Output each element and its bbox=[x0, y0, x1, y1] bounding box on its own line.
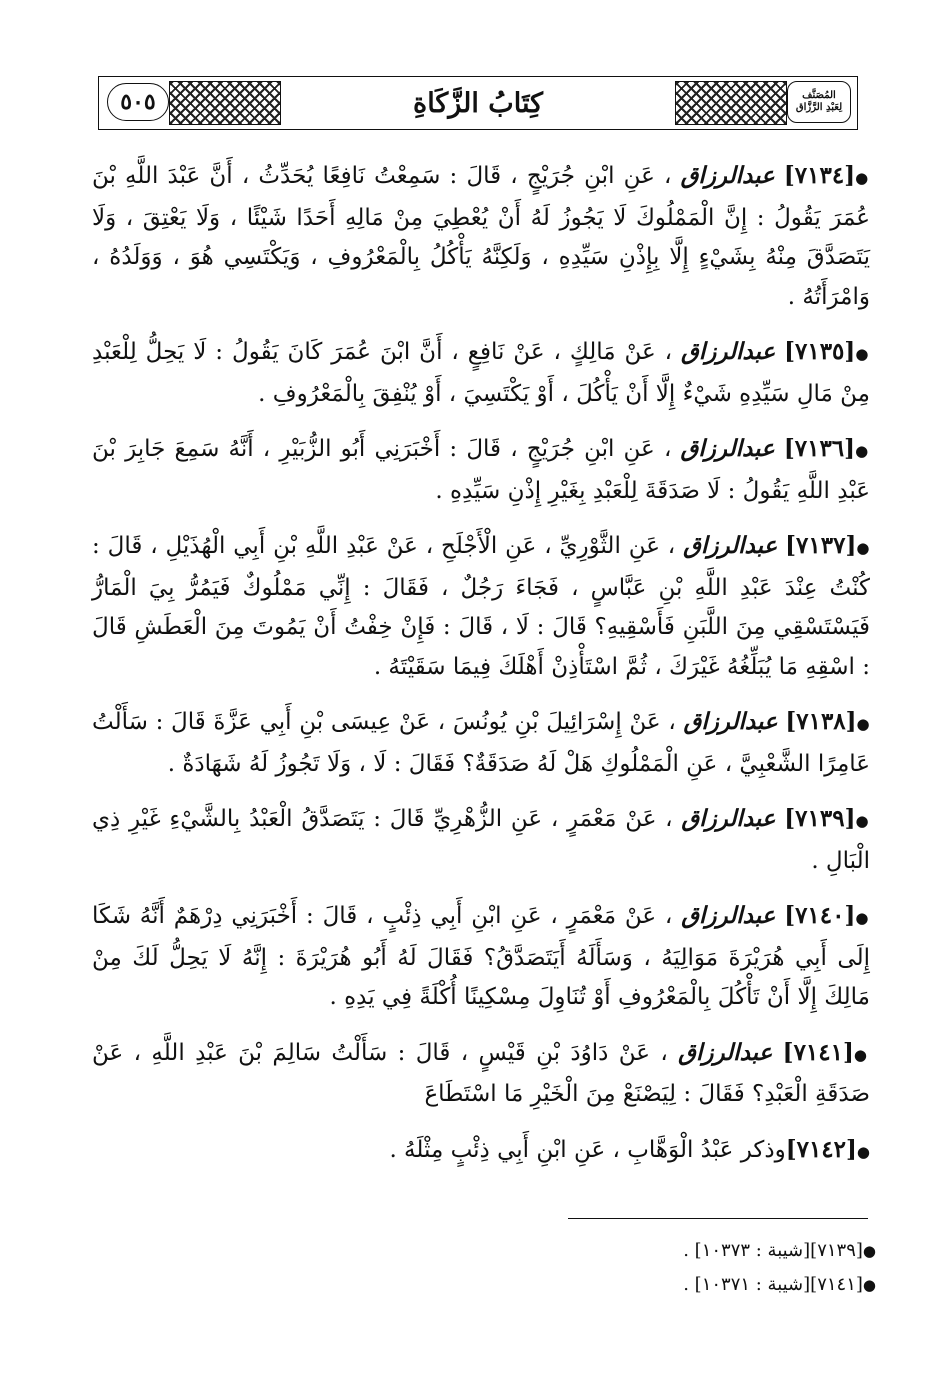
page-number: ٥٠٥ bbox=[107, 83, 169, 121]
hadith-author: عبدالرزاق bbox=[680, 162, 775, 189]
hadith-entry bbox=[92, 1033, 870, 1115]
hadith-author: عبدالرزاق bbox=[681, 338, 776, 365]
hadith-text: ، عَنْ مَالِكٍ ، عَنْ نَافِعٍ ، أَنَّ ابْنَ عُمَرَ كَانَ يَقُولُ : لَا يَحِلُّ لِلْعَبْدِ مِنْ مَالِ سَيِّدِهِ شَيْءٌ إِلَّا أَنْ يَأْكُلَ ، أَوْ يَكْتَسِيَ ، أَوْ يُنْفِقَ بِالْمَعْرُوفِ . bbox=[92, 339, 870, 407]
hadith-entry bbox=[92, 1130, 870, 1173]
bullet: ● bbox=[855, 169, 871, 187]
footnotes bbox=[560, 1234, 876, 1302]
footnote-number: [٧١٣٩] bbox=[810, 1240, 863, 1261]
hadith-number: [٧١٤٠] bbox=[784, 902, 856, 929]
hadith-entry bbox=[92, 156, 870, 317]
hadith-text: ، عَنِ ابْنِ جُرَيْجٍ ، قَالَ : أَخْبَرَنِي أَبُو الزُّبَيْرِ ، أَنَّهُ سَمِعَ جَابِرَ بْنَ عَبْدِ اللَّهِ يَقُولُ : لَا صَدَقَةَ لِلْعَبْدِ بِغَيْرِ إِذْنِ سَيِّدِهِ . bbox=[92, 436, 870, 504]
hadith-number: [٧١٤٢] bbox=[785, 1135, 857, 1163]
main-text bbox=[92, 156, 870, 1187]
footnote bbox=[560, 1234, 876, 1268]
hadith-author: عبدالرزاق bbox=[678, 1038, 773, 1066]
logo-line-1: المُصَنَّف bbox=[802, 90, 836, 101]
hadith-text: ، عَنْ مَعْمَرٍ ، عَنِ الزُّهْرِيِّ قَالَ : يَتَصَدَّقُ الْعَبْدُ بِالشَّيْءِ غَيْرِ ذِي الْبَالِ . bbox=[92, 806, 870, 874]
bullet: ● bbox=[862, 1276, 876, 1294]
hadith-entry bbox=[92, 332, 870, 414]
bullet: ● bbox=[856, 539, 871, 557]
book-logo bbox=[787, 81, 851, 123]
hadith-entry bbox=[92, 799, 870, 881]
bullet: ● bbox=[856, 1142, 870, 1161]
bullet: ● bbox=[862, 1242, 876, 1260]
footnote-number: [٧١٤١] bbox=[810, 1274, 863, 1295]
hadith-number: [٧١٣٧] bbox=[785, 532, 857, 559]
hadith-author: عبدالرزاق bbox=[681, 902, 776, 929]
hadith-text: ، عَنْ إِسْرَائِيلَ بْنِ يُونُسَ ، عَنْ عِيسَى بْنِ أَبِي عَزَّةَ قَالَ : سَأَلْتُ عَامِرًا الشَّعْبِيَّ ، عَنِ الْمَمْلُوكِ هَلْ لَهُ صَدَقَةٌ؟ فَقَالَ : لَا ، وَلَا تَجُوزُ لَهُ شَهَادَةٌ . bbox=[92, 709, 870, 777]
hadith-entry bbox=[92, 429, 870, 511]
book-title: كِتَابُ الزَّكَاةِ bbox=[413, 87, 543, 119]
footnote-text: [شيبة : ١٠٣٧١] . bbox=[683, 1274, 811, 1295]
hadith-author: عبدالرزاق bbox=[683, 708, 778, 735]
bullet: ● bbox=[855, 909, 870, 927]
hadith-entry bbox=[92, 526, 870, 687]
hadith-text: ، عَنِ ابْنِ جُرَيْجٍ ، قَالَ : سَمِعْتُ نَافِعًا يُحَدِّثُ ، أَنَّ عَبْدَ اللَّهِ بْنَ عُمَرَ يَقُولُ : إِنَّ الْمَمْلُوكَ لَا يَجُوزُ لَهُ أَنْ يُعْطِيَ مِنْ مَالِهِ أَحَدًا شَيْئًا ، وَلَا يَعْتِقَ ، وَلَا يَتَصَدَّقَ مِنْهُ بِشَيْءٍ إِلَّا بِإِذْنِ سَيِّدِهِ ، وَلَكِنَّهُ يَأْكُلُ بِالْمَعْرُوفِ ، وَيَكْتَسِي هُوَ ، وَوَلَدُهُ ، وَامْرَأَتُهُ . bbox=[92, 163, 870, 310]
hadith-author: عبدالرزاق bbox=[681, 805, 776, 832]
footnote-text: [شيبة : ١٠٣٧٣] . bbox=[683, 1240, 811, 1261]
hadith-text: ، عَنِ الثَّوْرِيِّ ، عَنِ الْأَجْلَحِ ، عَنْ عَبْدِ اللَّهِ بْنِ أَبِي الْهُذَيْلِ ، قَالَ : كُنْتُ عِنْدَ عَبْدِ اللَّهِ بْنِ عَبَّاسٍ ، فَجَاءَ رَجُلٌ ، فَقَالَ : إِنِّي مَمْلُوكٌ فَيَمُرُّ بِيَ الْمَارُّ فَيَسْتَسْقِي مِنَ اللَّبَنِ فَأَسْقِيهِ؟ قَالَ : لَا ، قَالَ : فَإِنْ خِفْتُ أَنْ يَمُوتَ مِنَ الْعَطَشِ قَالَ : اسْقِهِ مَا يُبَلِّغُهُ غَيْرَكَ ، ثُمَّ اسْتَأْذِنْ أَهْلَكَ فِيمَا سَقَيْتَهُ . bbox=[92, 533, 870, 680]
hadith-entry bbox=[92, 702, 870, 784]
footnote-divider bbox=[568, 1218, 868, 1219]
hadith-number: [٧١٣٦] bbox=[783, 435, 856, 462]
page-header bbox=[98, 76, 858, 130]
ornament-right bbox=[675, 81, 787, 125]
hadith-text: وذكر عَبْدُ الْوَهَّابِ ، عَنِ ابْنِ أَبِي ذِئْبٍ مِثْلَهُ . bbox=[389, 1136, 786, 1163]
hadith-text: ، عَنْ دَاوُدَ بْنِ قَيْسٍ ، قَالَ : سَأَلْتُ سَالِمَ بْنَ عَبْدِ اللَّهِ ، عَنْ صَدَقَةِ الْعَبْدِ؟ فَقَالَ : لِيَصْنَعْ مِنَ الْخَيْرِ مَا اسْتَطَاعَ bbox=[92, 1039, 870, 1107]
bullet: ● bbox=[853, 1045, 871, 1064]
bullet: ● bbox=[855, 345, 871, 363]
hadith-number: [٧١٣٤] bbox=[783, 162, 856, 189]
hadith-author: عبدالرزاق bbox=[683, 532, 778, 559]
bullet: ● bbox=[856, 715, 871, 733]
hadith-text: ، عَنْ مَعْمَرٍ ، عَنِ ابْنِ أَبِي ذِئْبٍ ، قَالَ : أَخْبَرَنِي دِرْهَمٌ أَنَّهُ شَكَا إِلَى أَبِي هُرَيْرَةَ مَوَالِيَهُ ، وَسَأَلَهُ أَيَتَصَدَّقُ؟ فَقَالَ لَهُ أَبُو هُرَيْرَةَ : إِنَّهُ لَا يَحِلُّ لَكَ مِنْ مَالِكَ إِلَّا أَنْ تَأْكُلَ بِالْمَعْرُوفِ أَوْ تُنَاوِلَ مِسْكِينًا أُكْلَةً فِي يَدِهِ . bbox=[92, 903, 870, 1010]
logo-line-2: لِعَبْدِ الرَّزَّاق bbox=[795, 102, 843, 113]
hadith-author: عبدالرزاق bbox=[680, 435, 775, 462]
footnote bbox=[560, 1268, 876, 1302]
bullet: ● bbox=[855, 812, 870, 830]
hadith-number: [٧١٣٩] bbox=[784, 805, 856, 832]
hadith-number: [٧١٤١] bbox=[782, 1038, 854, 1066]
hadith-number: [٧١٣٨] bbox=[785, 708, 857, 735]
hadith-entry bbox=[92, 896, 870, 1018]
hadith-number: [٧١٣٥] bbox=[784, 338, 856, 365]
bullet: ● bbox=[855, 442, 870, 460]
ornament-left bbox=[169, 81, 281, 125]
